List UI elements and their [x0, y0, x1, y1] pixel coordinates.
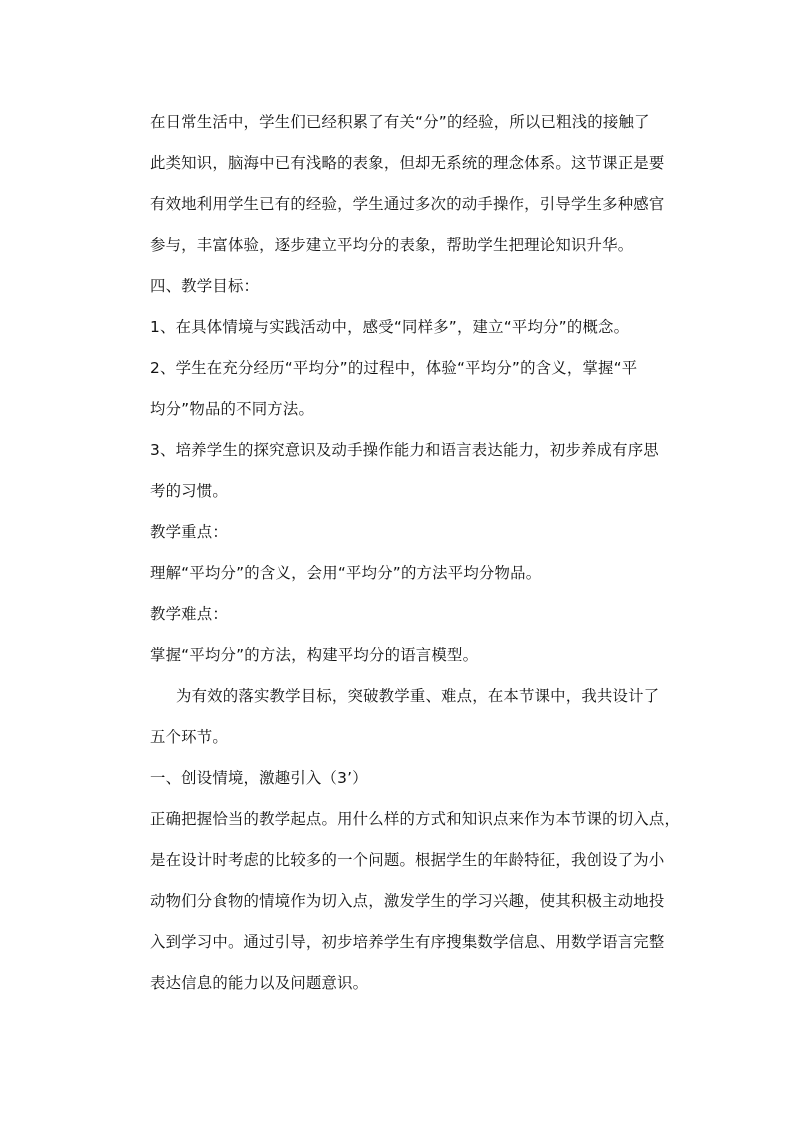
objective-item: 2、学生在充分经历“平均分”的过程中，体验“平均分”的含义，掌握“平	[150, 359, 638, 377]
paragraph-line: 动物们分食物的情境作为切入点，激发学生的学习兴趣，使其积极主动地投	[150, 892, 665, 910]
paragraph-line: 五个环节。	[150, 728, 228, 746]
paragraph-line: 为有效的落实教学目标，突破教学重、难点，在本节课中，我共设计了	[176, 687, 660, 705]
subheading-difficulties: 教学难点：	[150, 605, 228, 623]
paragraph-line: 正确把握恰当的教学起点。用什么样的方式和知识点来作为本节课的切入点，	[150, 810, 681, 828]
difficulties-text: 掌握“平均分”的方法，构建平均分的语言模型。	[150, 646, 479, 664]
paragraph-line: 参与，丰富体验，逐步建立平均分的表象，帮助学生把理论知识升华。	[150, 236, 634, 254]
paragraph-line: 此类知识，脑海中已有浅略的表象，但却无系统的理念体系。这节课正是要	[150, 154, 665, 172]
subheading-key-points: 教学重点：	[150, 523, 228, 541]
objective-item-continued: 均分”物品的不同方法。	[150, 400, 315, 418]
paragraph-line: 入到学习中。通过引导，初步培养学生有序搜集数学信息、用数学语言完整	[150, 933, 665, 951]
paragraph-line: 表达信息的能力以及问题意识。	[150, 974, 369, 992]
key-points-text: 理解“平均分”的含义，会用“平均分”的方法平均分物品。	[150, 564, 542, 582]
objective-item: 1、在具体情境与实践活动中，感受“同样多”，建立“平均分”的概念。	[150, 318, 630, 336]
paragraph-line: 有效地利用学生已有的经验，学生通过多次的动手操作，引导学生多种感官	[150, 195, 665, 213]
paragraph-line: 在日常生活中，学生们已经积累了有关“分”的经验，所以已粗浅的接触了	[150, 113, 650, 131]
objective-item-continued: 考的习惯。	[150, 482, 228, 500]
paragraph-line: 是在设计时考虑的比较多的一个问题。根据学生的年龄特征，我创设了为小	[150, 851, 665, 869]
objective-item: 3、培养学生的探究意识及动手操作能力和语言表达能力，初步养成有序思	[150, 441, 659, 459]
document-page	[150, 102, 690, 1004]
section-heading: 四、教学目标：	[150, 277, 260, 295]
section-heading: 一、创设情境，激趣引入（3’）	[150, 769, 368, 787]
